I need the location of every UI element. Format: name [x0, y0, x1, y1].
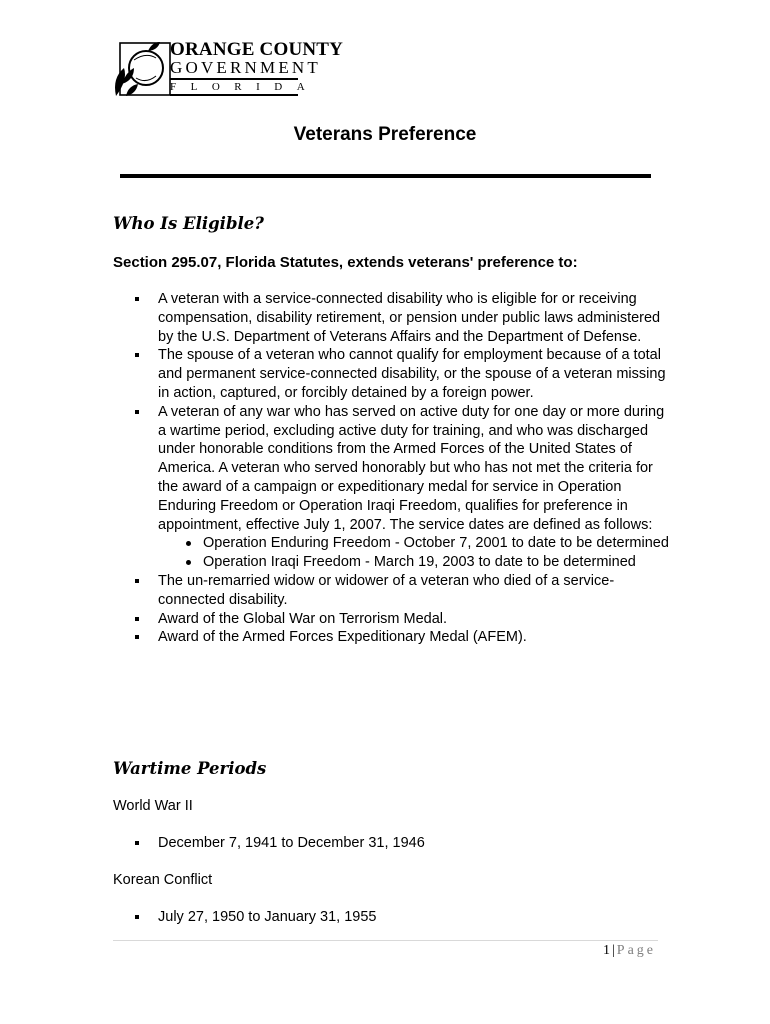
list-item: Award of the Armed Forces Expeditionary Medal (AFEM). [113, 628, 673, 647]
round-bullet-icon [186, 560, 191, 565]
statute-lead: Section 295.07, Florida Statutes, extends veterans' preference to: [113, 254, 578, 271]
period-range-ww2: December 7, 1941 to December 31, 1946 [113, 834, 425, 853]
orange-fruit-icon [112, 38, 174, 100]
list-item: The un-remarried widow or widower of a veteran who died of a service-connected disability. [113, 572, 673, 610]
footer-divider [113, 940, 658, 941]
period-name-korea: Korean Conflict [113, 872, 213, 888]
sub-list-item: Operation Iraqi Freedom - March 19, 2003 to date to be determined [158, 553, 673, 572]
period-name-ww2: World War II [113, 798, 193, 814]
page-number: 1 [602, 943, 610, 958]
square-bullet-icon [135, 915, 139, 919]
square-bullet-icon [135, 410, 139, 414]
square-bullet-icon [135, 841, 139, 845]
round-bullet-icon [186, 541, 191, 546]
logo-text-florida: FLORIDA [170, 78, 298, 96]
square-bullet-icon [135, 617, 139, 621]
title-divider [120, 174, 651, 178]
sub-list-item: Operation Enduring Freedom - October 7, 2001 to date to be determined [158, 534, 673, 553]
service-dates-list [158, 534, 673, 572]
square-bullet-icon [135, 579, 139, 583]
square-bullet-icon [135, 635, 139, 639]
orange-county-logo [112, 38, 344, 100]
document-title: Veterans Preference [293, 124, 477, 145]
page-footer [603, 943, 656, 959]
square-bullet-icon [135, 297, 139, 301]
list-item: Award of the Global War on Terrorism Medal. [113, 610, 673, 629]
logo-text-government: GOVERNMENT [170, 58, 321, 77]
logo-text-orange-county: ORANGE COUNTY [170, 39, 344, 60]
square-bullet-icon [135, 353, 139, 357]
list-item: A veteran of any war who has served on active duty for one day or more during a wartime period, excluding active duty for training, and who was discharged under honorable conditions from the Armed Forces of the United States of America. A veteran who served honorably but who has not met the criteria for the award of a campaign or expeditionary medal for service in Operation Enduring Freedom or Operation Iraqi Freedom, qualifies for preference in appointment, effective July 1, 2007. The service dates are defined as follows: Operation Enduring Freedom - October 7, 2001 to date to be determined Operation Iraqi Freedom - March 19, 2003 to date to be determined [113, 403, 673, 572]
page-label: Page [616, 943, 656, 958]
footer-separator: | [611, 943, 615, 958]
list-item: The spouse of a veteran who cannot qualify for employment because of a total and permanent service-connected disability, or the spouse of a veteran missing in action, captured, or forcibly detained by a foreign power. [113, 346, 673, 402]
eligible-heading: Who Is Eligible? [113, 214, 264, 233]
eligibility-list [113, 290, 673, 647]
wartime-heading: Wartime Periods [113, 759, 267, 778]
period-range-korea: July 27, 1950 to January 31, 1955 [113, 908, 376, 927]
list-item: A veteran with a service-connected disability who is eligible for or receiving compensation, disability retirement, or pension under public laws administered by the U.S. Department of Veterans Affairs and the Department of Defense. [113, 290, 673, 346]
